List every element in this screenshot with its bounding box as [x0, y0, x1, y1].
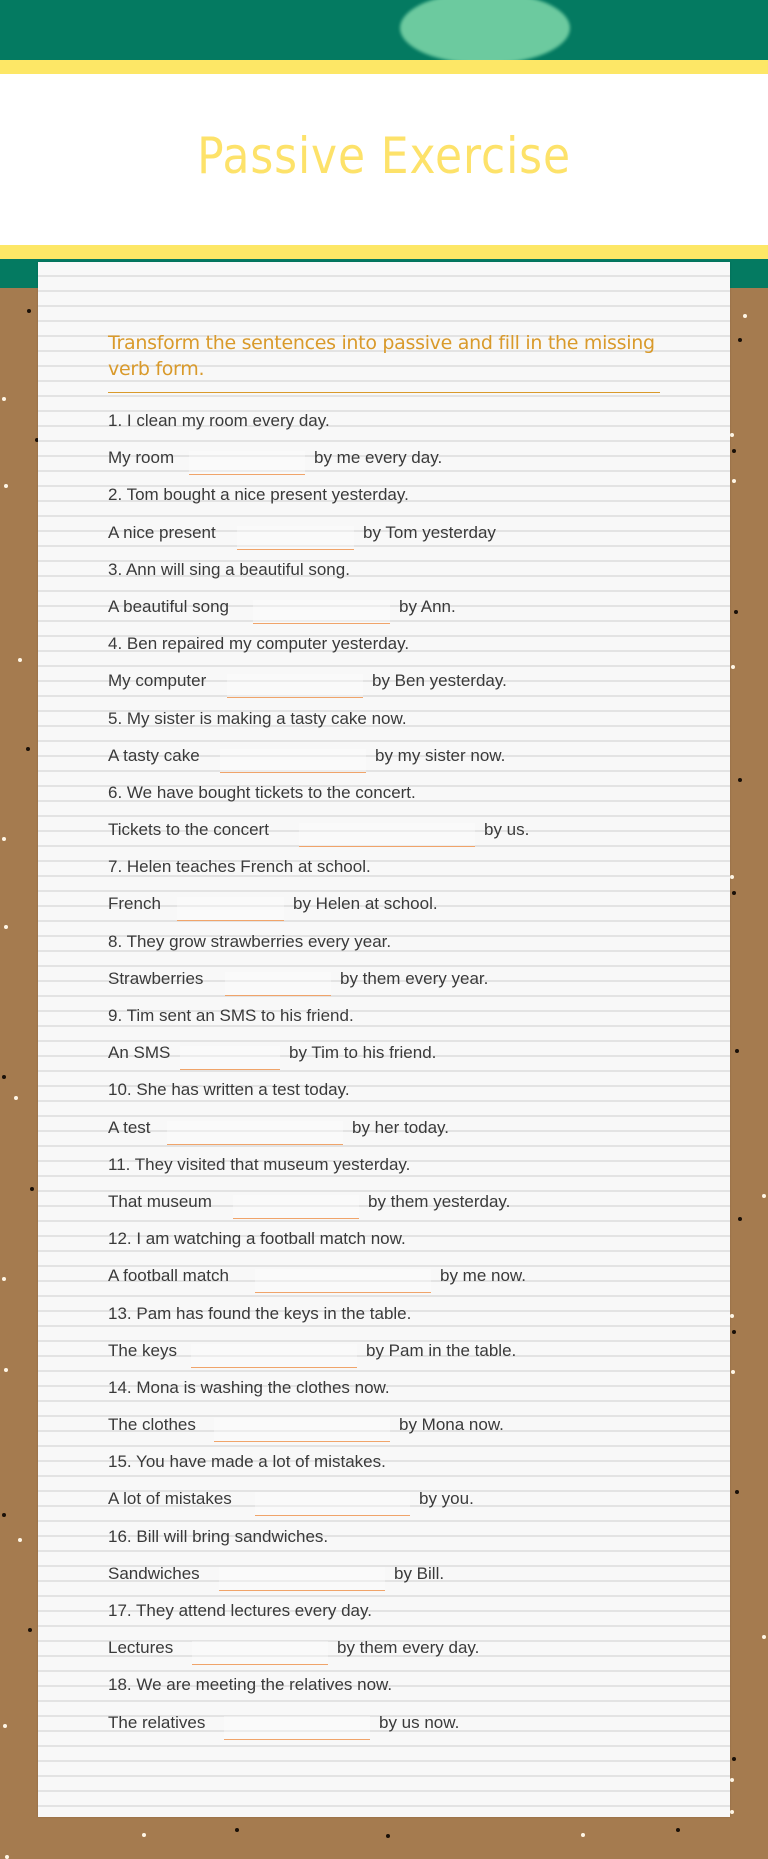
pin-dot: [730, 875, 734, 879]
exercise-sentence: [108, 774, 708, 811]
exercise-answer-row: [108, 588, 708, 625]
exercise-answer-row: [108, 1109, 708, 1146]
pin-dot: [734, 610, 738, 614]
passive-agent: by us now.: [379, 1712, 460, 1732]
pin-dot: [732, 449, 736, 453]
exercise-answer-row: [108, 1183, 708, 1220]
exercise-answer-row: [108, 1480, 708, 1517]
pin-dot: [2, 397, 6, 401]
pin-dot: [732, 1330, 736, 1334]
exercise-answer-row: [108, 1406, 708, 1443]
passive-agent: by my sister now.: [375, 745, 506, 765]
exercise-sentence: [108, 700, 708, 737]
exercise-list: [108, 402, 708, 1741]
exercise-sentence: [108, 476, 708, 513]
pin-dot: [730, 1810, 734, 1814]
exercise-sentence: [108, 402, 708, 439]
decorative-ellipse: [400, 0, 570, 60]
passive-agent: by them every year.: [340, 968, 489, 988]
header-band: [0, 0, 768, 60]
passive-subject: The relatives: [108, 1712, 206, 1732]
pin-dot: [30, 1187, 34, 1191]
pin-dot: [2, 837, 6, 841]
passive-agent: by them yesterday.: [368, 1191, 511, 1211]
original-sentence: 10. She has written a test today.: [108, 1080, 350, 1100]
pin-dot: [18, 658, 22, 662]
passive-agent: by Pam in the table.: [366, 1340, 517, 1360]
original-sentence: 4. Ben repaired my computer yesterday.: [108, 634, 410, 654]
exercise-sentence: [108, 1295, 708, 1332]
passive-agent: by Ben yesterday.: [372, 671, 507, 691]
instructions: Transform the sentences into passive and fill in the missing verb form.: [108, 330, 660, 393]
answer-input-15[interactable]: [255, 1492, 410, 1516]
passive-subject: The keys: [108, 1340, 177, 1360]
pin-dot: [2, 1513, 6, 1517]
passive-agent: by Tom yesterday: [363, 522, 496, 542]
pin-dot: [731, 665, 735, 669]
original-sentence: 1. I clean my room every day.: [108, 411, 330, 430]
answer-input-4[interactable]: [227, 674, 363, 698]
pin-dot: [732, 891, 736, 895]
passive-subject: A beautiful song: [108, 596, 229, 616]
passive-subject: A lot of mistakes: [108, 1489, 232, 1509]
pin-dot: [18, 1538, 22, 1542]
passive-subject: Lectures: [108, 1638, 174, 1658]
answer-input-2[interactable]: [237, 526, 354, 550]
passive-agent: by me every day.: [314, 448, 443, 468]
title-area: [0, 74, 768, 245]
pin-dot: [743, 314, 747, 318]
passive-agent: by her today.: [352, 1117, 450, 1137]
passive-agent: by you.: [419, 1489, 474, 1509]
passive-subject: An SMS: [108, 1043, 171, 1063]
pin-dot: [676, 1828, 680, 1832]
passive-agent: by them every day.: [337, 1638, 480, 1658]
exercise-sentence: [108, 1666, 708, 1703]
pin-dot: [26, 747, 30, 751]
answer-input-8[interactable]: [225, 972, 331, 996]
exercise-sentence: [108, 1518, 708, 1555]
pin-dot: [4, 1368, 8, 1372]
pin-dot: [5, 1855, 9, 1859]
original-sentence: 13. Pam has found the keys in the table.: [108, 1303, 412, 1323]
pin-dot: [735, 1049, 739, 1053]
pin-dot: [730, 1778, 734, 1782]
passive-agent: by Ann.: [399, 596, 456, 616]
pin-dot: [27, 309, 31, 313]
passive-agent: by Tim to his friend.: [289, 1043, 437, 1063]
original-sentence: 9. Tim sent an SMS to his friend.: [108, 1006, 354, 1025]
original-sentence: 8. They grow strawberries every year.: [108, 931, 392, 951]
passive-agent: by us.: [484, 820, 530, 840]
pin-dot: [762, 1194, 766, 1198]
answer-input-13[interactable]: [191, 1344, 357, 1368]
exercise-answer-row: [108, 439, 708, 476]
pin-dot: [142, 1833, 146, 1837]
original-sentence: 17. They attend lectures every day.: [108, 1601, 372, 1620]
passive-subject: A test: [108, 1117, 151, 1137]
pin-dot: [762, 1635, 766, 1639]
pin-dot: [3, 1724, 7, 1728]
answer-input-10[interactable]: [167, 1121, 343, 1145]
pin-dot: [2, 1075, 6, 1079]
exercise-answer-row: [108, 1704, 708, 1741]
passive-subject: My computer: [108, 671, 207, 691]
answer-input-17[interactable]: [192, 1641, 328, 1665]
pin-dot: [730, 433, 734, 437]
exercise-sentence: [108, 1146, 708, 1183]
pin-dot: [28, 1628, 32, 1632]
exercise-answer-row: [108, 1034, 708, 1071]
exercise-answer-row: [108, 662, 708, 699]
pin-dot: [738, 1217, 742, 1221]
exercise-answer-row: [108, 960, 708, 997]
passive-agent: by me now.: [440, 1266, 526, 1286]
original-sentence: 2. Tom bought a nice present yesterday.: [108, 485, 409, 505]
passive-subject: A tasty cake: [108, 745, 200, 765]
exercise-sentence: [108, 625, 708, 662]
answer-input-18[interactable]: [224, 1716, 370, 1740]
answer-input-9[interactable]: [180, 1046, 280, 1070]
passive-subject: My room: [108, 448, 175, 468]
exercise-sentence: [108, 551, 708, 588]
pin-dot: [14, 1096, 18, 1100]
exercise-answer-row: [108, 737, 708, 774]
passive-subject: A nice present: [108, 522, 216, 542]
passive-subject: Tickets to the concert: [108, 820, 269, 840]
answer-input-14[interactable]: [214, 1418, 390, 1442]
original-sentence: 14. Mona is washing the clothes now.: [108, 1377, 390, 1397]
pin-dot: [4, 925, 8, 929]
exercise-sentence: [108, 1592, 708, 1629]
exercise-answer-row: [108, 514, 708, 551]
answer-input-3[interactable]: [253, 600, 390, 624]
exercise-sentence: [108, 848, 708, 885]
exercise-answer-row: [108, 1257, 708, 1294]
pin-dot: [4, 484, 8, 488]
pin-dot: [386, 1834, 390, 1838]
original-sentence: 15. You have made a lot of mistakes.: [108, 1452, 386, 1472]
exercise-sentence: [108, 1443, 708, 1480]
passive-subject: The clothes: [108, 1415, 196, 1435]
exercise-sentence: [108, 1220, 708, 1257]
header-stripe-bottom: [0, 245, 768, 259]
answer-input-1[interactable]: [189, 451, 305, 475]
answer-input-7[interactable]: [177, 897, 284, 921]
original-sentence: 11. They visited that museum yesterday.: [108, 1154, 411, 1174]
answer-input-6[interactable]: [299, 823, 475, 847]
passive-subject: Strawberries: [108, 968, 204, 988]
original-sentence: 6. We have bought tickets to the concert.: [108, 782, 416, 802]
passive-subject: A football match: [108, 1266, 229, 1286]
original-sentence: 7. Helen teaches French at school.: [108, 857, 371, 877]
pin-dot: [735, 1490, 739, 1494]
pin-dot: [732, 479, 736, 483]
exercise-sentence: [108, 997, 708, 1034]
answer-input-16[interactable]: [219, 1567, 385, 1591]
passive-subject: French: [108, 894, 161, 914]
exercise-sentence: [108, 1071, 708, 1108]
pin-dot: [731, 1370, 735, 1374]
pin-dot: [235, 1828, 239, 1832]
original-sentence: 12. I am watching a football match now.: [108, 1229, 406, 1249]
pin-dot: [732, 1757, 736, 1761]
passive-agent: by Helen at school.: [293, 894, 438, 914]
exercise-answer-row: [108, 1629, 708, 1666]
exercise-sentence: [108, 923, 708, 960]
exercise-answer-row: [108, 1555, 708, 1592]
passive-subject: Sandwiches: [108, 1563, 200, 1583]
passive-agent: by Bill.: [394, 1563, 445, 1583]
exercise-answer-row: [108, 811, 708, 848]
exercise-answer-row: [108, 885, 708, 922]
pin-dot: [2, 1277, 6, 1281]
exercise-answer-row: [108, 1332, 708, 1369]
pin-dot: [581, 1833, 585, 1837]
worksheet-paper: [38, 262, 730, 1817]
original-sentence: 5. My sister is making a tasty cake now.: [108, 708, 407, 728]
pin-dot: [738, 778, 742, 782]
passive-agent: by Mona now.: [399, 1415, 504, 1435]
answer-input-5[interactable]: [220, 749, 366, 773]
page-title: Passive Exercise: [197, 127, 571, 185]
passive-subject: That museum: [108, 1191, 212, 1211]
original-sentence: 18. We are meeting the relatives now.: [108, 1675, 393, 1695]
pin-dot: [730, 1314, 734, 1318]
original-sentence: 3. Ann will sing a beautiful song.: [108, 559, 350, 579]
exercise-sentence: [108, 1369, 708, 1406]
original-sentence: 16. Bill will bring sandwiches.: [108, 1526, 329, 1546]
pin-dot: [738, 338, 742, 342]
header-stripe-top: [0, 60, 768, 74]
answer-input-11[interactable]: [233, 1195, 359, 1219]
answer-input-12[interactable]: [255, 1269, 431, 1293]
